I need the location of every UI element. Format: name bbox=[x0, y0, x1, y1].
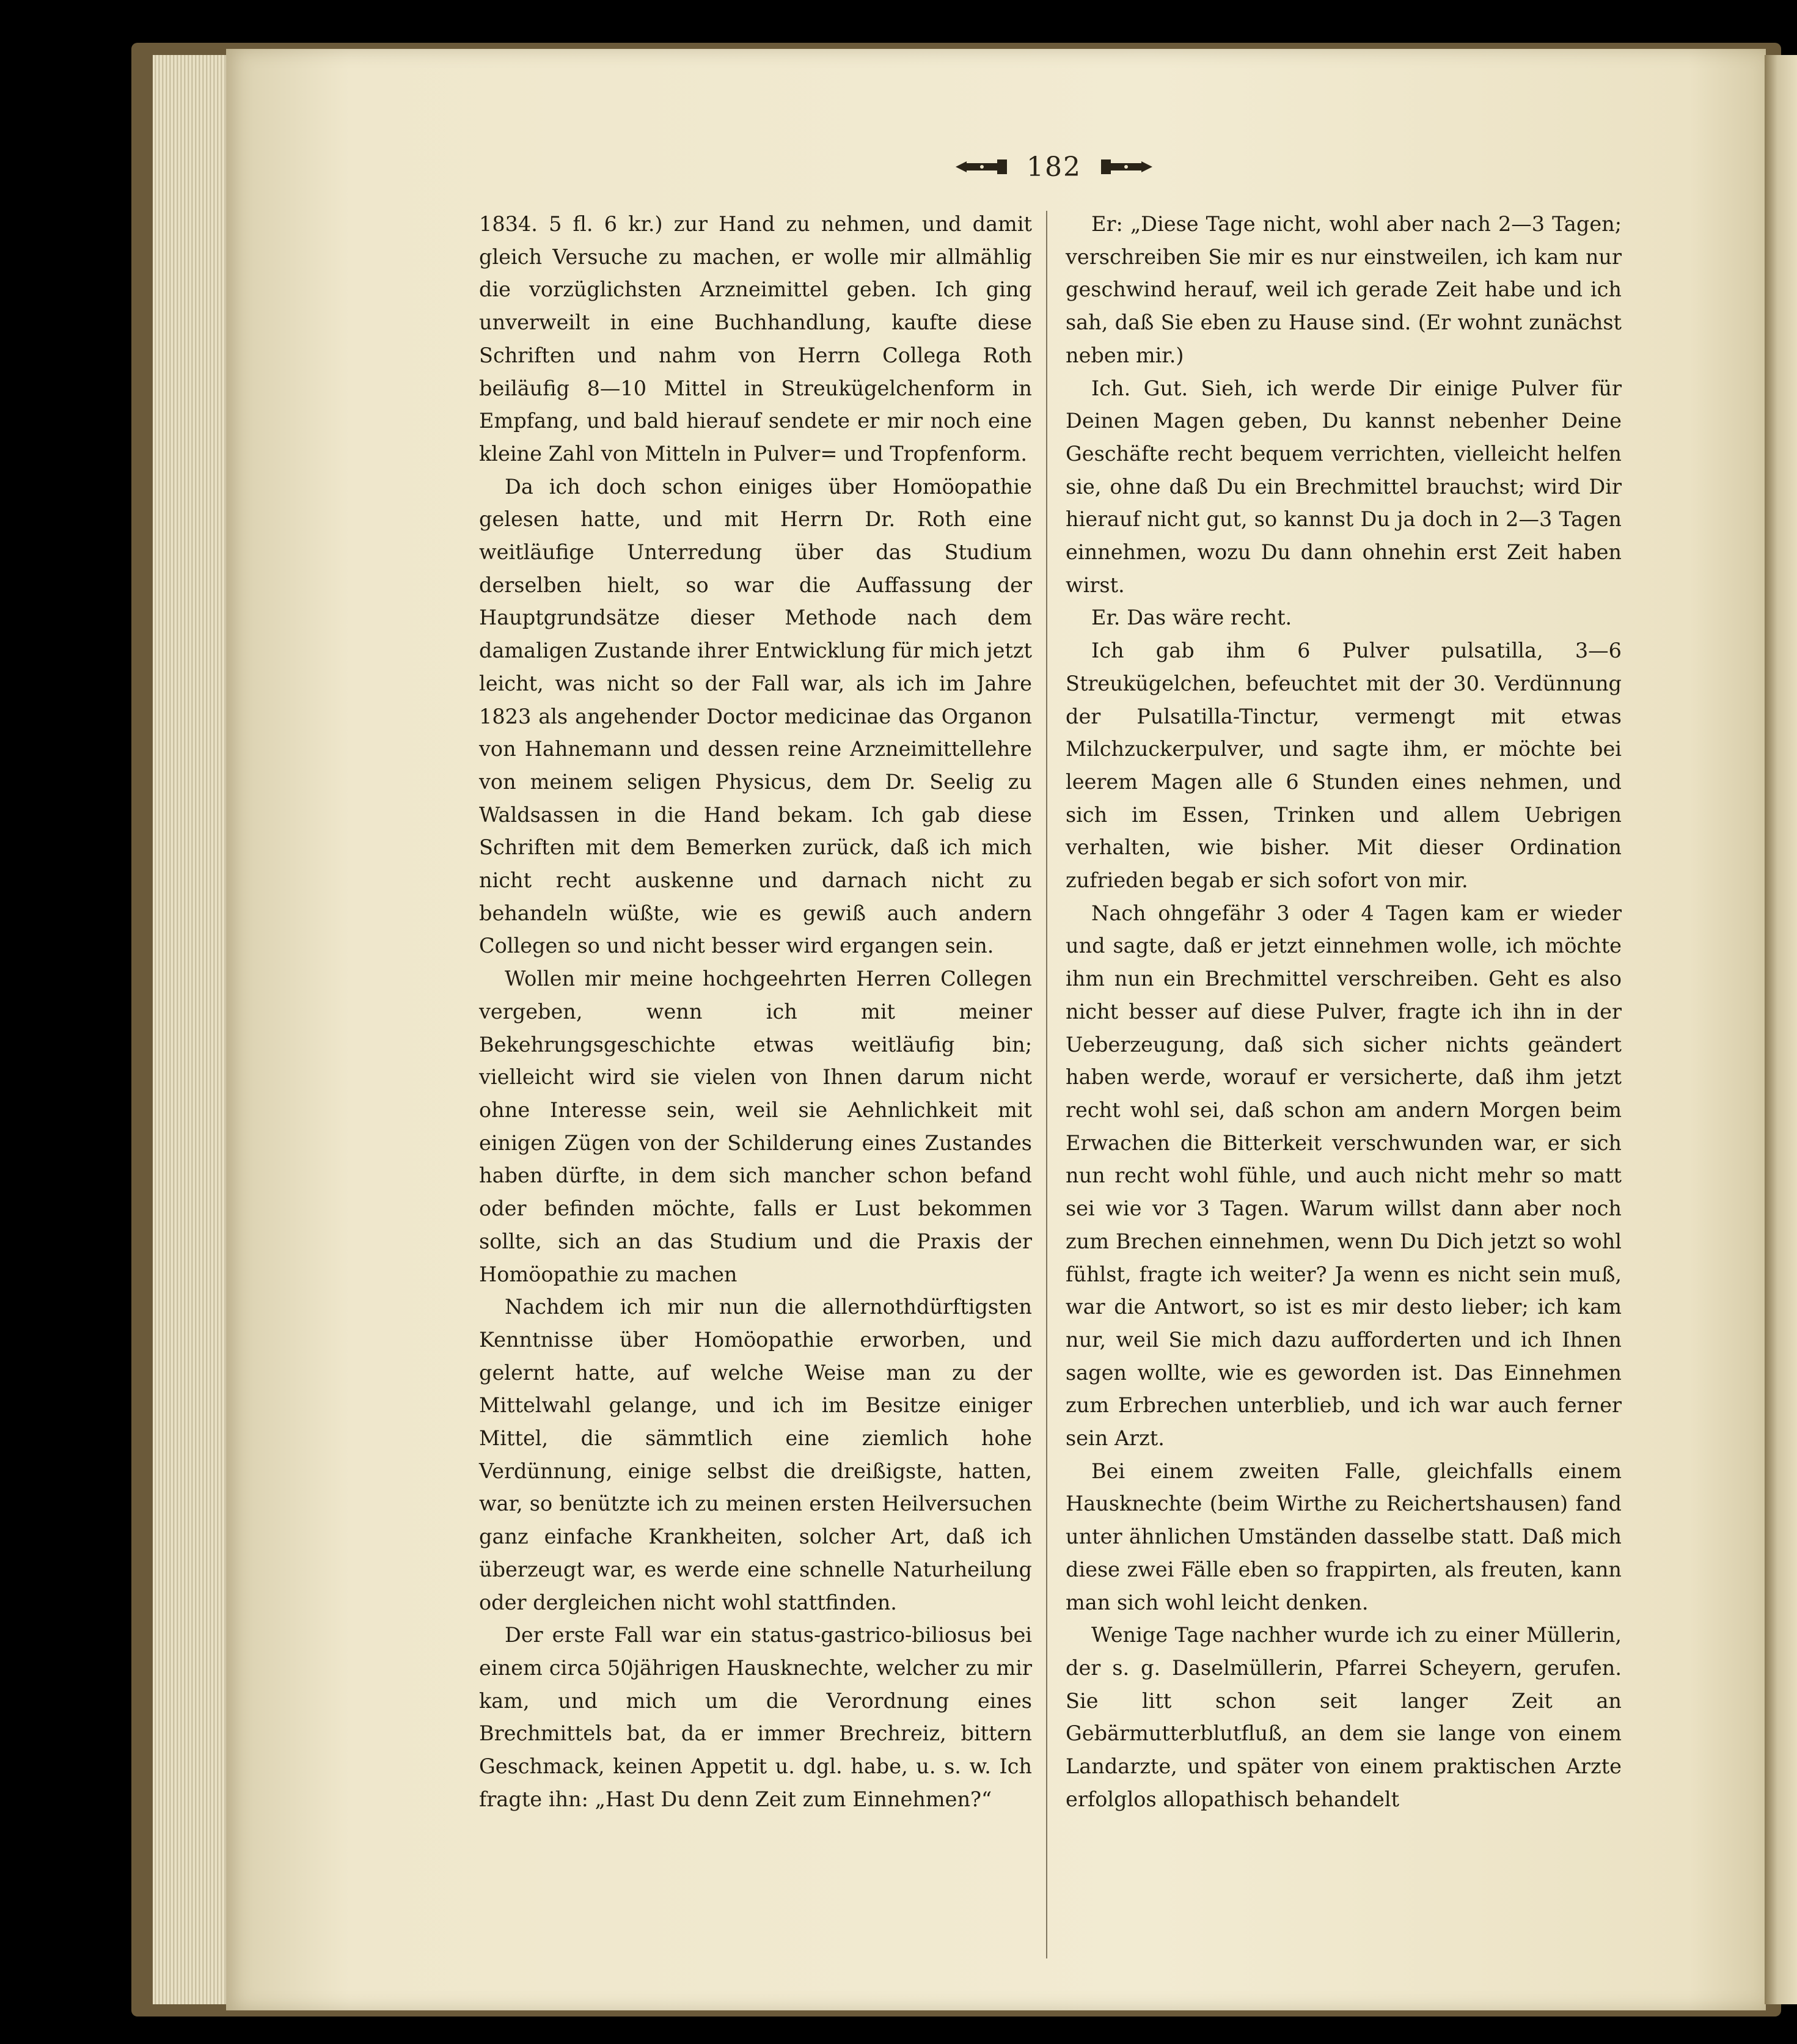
paragraph: Er: „Diese Tage nicht, wohl aber nach 2—3 Tagen; verschreiben Sie mir es nur einstweilen, ich kam nur geschwind herauf, weil ich gerade Zeit habe und ich sah, daß Sie eben zu Hause sind. (Er wohnt zunächst neben mir.) bbox=[1066, 212, 1622, 367]
paragraph: Nachdem ich mir nun die allernothdürftigsten Kenntnisse über Homöopathie erworben, und gelernt hatte, auf welche Weise man zu der Mittelwahl gelange, und ich im Besitze einiger Mittel, die sämmtlich eine ziemlich hohe Verdünnung, einige selbst die dreißigste, hatten, war, so benützte ich zu meinen ersten Heilversuchen ganz einfache Krankheiten, solcher Art, daß ich überzeugt war, es werde eine schnelle Naturheilung oder dergleichen nicht wohl stattfinden. bbox=[479, 1295, 1032, 1614]
paragraph: Er. Das wäre recht. bbox=[1091, 606, 1292, 630]
paragraph: Ich. Gut. Sieh, ich werde Dir einige Pulver für Deinen Magen geben, Du kannst nebenher Deine Geschäfte recht bequem verrichten, vielleicht helfen sie, ohne daß Du ein Brechmittel brauchst; wird Dir hierauf nicht gut, so kannst Du ja doch in 2—3 Tagen einnehmen, wozu Du dann ohnehin erst Zeit haben wirst. bbox=[1066, 376, 1622, 597]
paragraph: Der erste Fall war ein status-gastrico-biliosus bei einem circa 50jährigen Hausknechte, welcher zu mir kam, und mich um die Verordnung eines Brechmittels bat, da er immer Brechreiz, bittern Geschmack, keinen Appetit u. dgl. habe, u. s. w. Ich fragte ihn: „Hast Du denn Zeit zum Einnehmen?“ bbox=[479, 1623, 1032, 1811]
right-text-column bbox=[1066, 208, 1622, 1815]
paragraph: Bei einem zweiten Falle, gleichfalls einem Hausknechte (beim Wirthe zu Reichertshausen) fand unter ähnlichen Umständen dasselbe statt. Daß mich diese zwei Fälle eben so frappirten, als freuten, kann man sich wohl leicht denken. bbox=[1066, 1459, 1622, 1614]
page-number: 182 bbox=[1027, 151, 1081, 183]
column-divider bbox=[1046, 211, 1047, 1958]
paragraph: 1834. 5 fl. 6 kr.) zur Hand zu nehmen, und damit gleich Versuche zu machen, er wolle mir allmählig die vorzüglichsten Arzneimittel geben. Ich ging unverweilt in eine Buchhandlung, kaufte diese Schriften und nahm von Herrn Collega Roth beiläufig 8—10 Mittel in Streukügelchenform in Empfang, und bald hierauf sendete er mir noch eine kleine Zahl von Mitteln in Pulver= und Tropfenform. bbox=[479, 212, 1032, 466]
paragraph: Da ich doch schon einiges über Homöopathie gelesen hatte, und mit Herrn Dr. Roth eine weitläufige Unterredung über das Studium derselben hielt, so war die Auffassung der Hauptgrundsätze dieser Methode nach dem damaligen Zustande ihrer Entwicklung für mich jetzt leicht, was nicht so der Fall war, als ich im Jahre 1823 als angehender Doctor medicinae das Organon von Hahnemann und dessen reine Arzneimittellehre von meinem seligen Physicus, dem Dr. Seelig zu Waldsassen in die Hand bekam. Ich gab diese Schriften mit dem Bemerken zurück, daß ich mich nicht recht auskenne und darnach nicht zu behandeln wüßte, wie es gewiß auch andern Collegen so und nicht besser wird ergangen sein. bbox=[479, 474, 1032, 958]
right-ornament-icon bbox=[1099, 156, 1154, 177]
left-ornament-icon bbox=[954, 156, 1009, 177]
paragraph: Nach ohngefähr 3 oder 4 Tagen kam er wieder und sagte, daß er jetzt einnehmen wolle, ich möchte ihm nun ein Brechmittel verschreiben. Geht es also nicht besser auf diese Pulver, fragte ich ihn in der Ueberzeugung, daß sich sicher nichts geändert haben werde, worauf er versicherte, daß ihm jetzt recht wohl sei, daß schon am andern Morgen beim Erwachen die Bitterkeit verschwunden war, er sich nun recht wohl fühle, und auch nicht mehr so matt sei wie vor 3 Tagen. Warum willst dann aber noch zum Brechen einnehmen, wenn Du Dich jetzt so wohl fühlst, fragte ich weiter? Ja wenn es nicht sein muß, war die Antwort, so ist es mir desto lieber; ich kam nur, weil Sie mich dazu aufforderten und ich Ihnen sagen wollte, wie es geworden ist. Das Einnehmen zum Erbrechen unterblieb, und ich war auch ferner sein Arzt. bbox=[1066, 901, 1622, 1451]
page-header bbox=[941, 145, 1167, 188]
paragraph: Wenige Tage nachher wurde ich zu einer Müllerin, der s. g. Daselmüllerin, Pfarrei Scheyern, gerufen. Sie litt schon seit langer Zeit an Gebärmutterblutfluß, an dem sie lange von einem Landarzte, und später von einem praktischen Arzte erfolglos allopathisch behandelt bbox=[1066, 1623, 1622, 1811]
facing-page-edge bbox=[1765, 55, 1797, 2004]
paragraph: Ich gab ihm 6 Pulver pulsatilla, 3—6 Streukügelchen, befeuchtet mit der 30. Verdünnung der Pulsatilla-Tinctur, vermengt mit etwas Milchzuckerpulver, und sagte ihm, er möchte bei leerem Magen alle 6 Stunden eines nehmen, und sich im Essen, Trinken und allem Uebrigen verhalten, wie bisher. Mit dieser Ordination zufrieden begab er sich sofort von mir. bbox=[1066, 639, 1622, 893]
left-text-column bbox=[479, 208, 1032, 1815]
paragraph: Wollen mir meine hochgeehrten Herren Collegen vergeben, wenn ich mit meiner Bekehrungsgeschichte etwas weitläufig bin; vielleicht wird sie vielen von Ihnen darum nicht ohne Interesse sein, weil sie Aehnlichkeit mit einigen Zügen von der Schilderung eines Zustandes haben dürfte, in dem sich mancher schon befand oder befinden möchte, falls er Lust bekommen sollte, sich an das Studium und die Praxis der Homöopathie zu machen bbox=[479, 967, 1032, 1286]
